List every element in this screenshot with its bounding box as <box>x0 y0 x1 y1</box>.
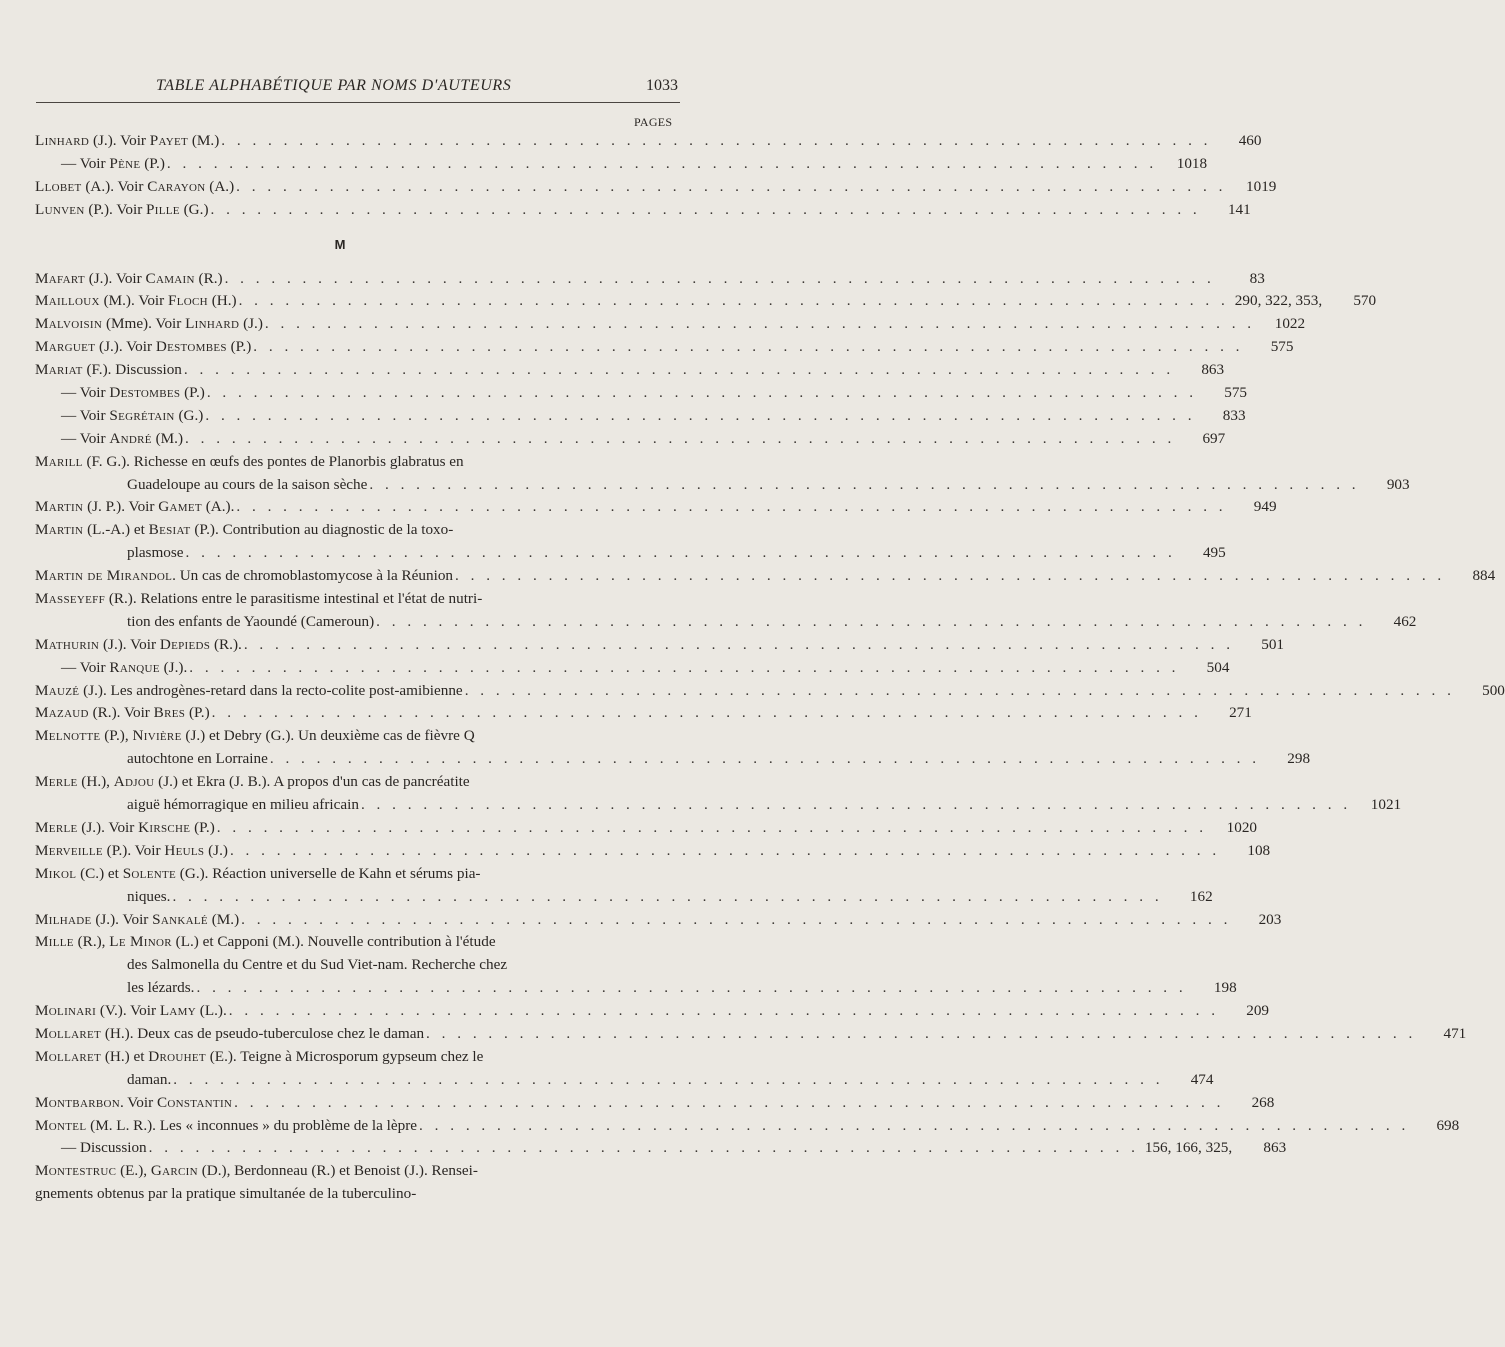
entry-description: (R.). Voir <box>88 704 154 722</box>
index-line <box>35 428 1226 451</box>
page-reference: 162 <box>1189 887 1213 905</box>
entry-text <box>35 313 263 336</box>
author-name: Merle <box>35 773 78 791</box>
cross-reference-name: Nivière <box>132 727 182 745</box>
cross-reference-name: Kirsche <box>138 818 191 836</box>
entry-description: (J.). Voir <box>89 132 150 149</box>
section-letter: M <box>334 236 346 252</box>
index-line <box>35 268 1265 291</box>
entry-description: plasmose <box>127 544 184 562</box>
cross-reference-name: Heuls <box>164 841 205 859</box>
entry-description: (P.), <box>100 727 133 745</box>
entry-text <box>35 909 239 932</box>
entry-description: (F.). Discussion <box>82 361 182 379</box>
entry-description: (J.). Voir <box>84 269 146 287</box>
entry-description: autochtone en Lorraine <box>127 750 268 768</box>
entry-text <box>127 474 367 497</box>
author-name: Linhard <box>35 132 90 149</box>
entry-description: (J.). Voir <box>91 910 153 928</box>
index-line <box>35 954 675 977</box>
index-line <box>35 1023 1467 1046</box>
cross-reference-name: Solente <box>122 864 176 882</box>
entry-description-tail: (A.) <box>205 177 235 195</box>
cross-reference-name: Camain <box>145 269 195 287</box>
entry-text <box>127 954 675 977</box>
author-name: Mathurin <box>35 635 100 653</box>
entry-text <box>127 611 374 634</box>
entry-text <box>61 153 165 176</box>
cross-reference-name: Depieds <box>159 635 211 653</box>
page-reference: 471 <box>1443 1024 1467 1042</box>
entry-text <box>35 840 228 863</box>
entry-description: (C.) et <box>76 864 123 882</box>
entry-description: des Salmonella du Centre et du Sud Viet-nam. Recherche chez <box>127 956 508 974</box>
entry-description: (H.), <box>77 773 114 791</box>
index-line <box>35 977 1237 1000</box>
entry-description-tail: (J.) <box>239 315 263 333</box>
author-name: Mollaret <box>35 1024 102 1042</box>
entry-text <box>35 290 237 313</box>
entry-description: — Voir <box>61 384 110 402</box>
dot-leader <box>361 794 1351 817</box>
entry-description: aiguë hémorragique en milieu africain <box>127 796 359 814</box>
entry-description: (V.). Voir <box>96 1002 160 1020</box>
entry-description: (J.). Les androgènes-retard dans la recto-colite post-amibienne <box>79 681 463 699</box>
author-name: Melnotte <box>35 727 101 745</box>
entry-description: (J.). Voir <box>99 635 160 653</box>
page-reference: 298 <box>1287 750 1311 768</box>
index-line <box>35 1000 1269 1023</box>
dot-leader <box>244 634 1234 657</box>
cross-reference-name: Floch <box>168 292 208 310</box>
entry-description-tail: (P.) <box>190 818 215 836</box>
cross-reference-name: Payet <box>149 132 189 149</box>
page-reference: 1018 <box>1176 154 1208 172</box>
author-name: Mariat <box>35 361 83 379</box>
entry-text <box>61 1137 147 1160</box>
dot-leader <box>212 702 1202 725</box>
page-reference: 697 <box>1202 429 1226 447</box>
index-line <box>35 748 1311 771</box>
page-reference: 495 <box>1202 544 1226 562</box>
entry-text <box>35 451 675 474</box>
page-reference: 698 <box>1436 1116 1460 1134</box>
author-name: Marguet <box>35 338 96 356</box>
entry-description: les lézards. <box>127 979 195 997</box>
entry-description: — Voir <box>61 658 110 676</box>
cross-reference-name: André <box>109 429 152 447</box>
cross-reference-name: Drouhet <box>148 1047 206 1065</box>
entry-text <box>35 1160 675 1183</box>
entry-text <box>61 405 203 428</box>
index-line <box>35 542 1226 565</box>
page-reference: 198 <box>1213 979 1237 997</box>
page-reference: 575 <box>1270 338 1294 356</box>
entry-text <box>127 977 194 1000</box>
entry-description: — Voir <box>61 429 110 447</box>
entry-description-tail: (D.), Berdonneau (R.) et Benoist (J.). Rensei- <box>197 1162 478 1180</box>
entry-description: (L.-A.) et <box>83 521 149 539</box>
entry-text <box>35 1023 424 1046</box>
index-line <box>35 405 1246 428</box>
cross-reference-name: Constantin <box>156 1093 233 1111</box>
entry-text <box>35 931 675 954</box>
page-reference: 863 <box>1201 361 1225 379</box>
page-reference: 209 <box>1246 1002 1269 1020</box>
dot-leader <box>419 1115 1409 1138</box>
dot-leader <box>172 886 1162 909</box>
index-line <box>35 1183 675 1206</box>
page-reference: 474 <box>1190 1070 1214 1088</box>
page-reference: 268 <box>1251 1093 1275 1111</box>
entry-description: (P.). Voir <box>102 841 165 859</box>
dot-leader <box>186 542 1176 565</box>
cross-reference-name: Lamy <box>159 1002 196 1020</box>
index-line <box>35 863 675 886</box>
entry-description-tail: (G.). Réaction universelle de Kahn et sérums pia- <box>176 864 481 882</box>
entry-text <box>35 1046 675 1069</box>
page-reference: 884 <box>1472 567 1496 585</box>
cross-reference-name: Pille <box>146 200 180 218</box>
dot-leader <box>185 428 1175 451</box>
entry-description: . Un cas de chromoblastomycose à la Réunion <box>172 567 454 585</box>
page-references: 156, 166, 325, <box>1144 1139 1233 1157</box>
entry-text <box>127 1069 171 1092</box>
dot-leader <box>167 153 1157 176</box>
cross-reference-name: Linhard <box>185 315 240 333</box>
dot-leader <box>211 199 1201 222</box>
index-line <box>35 725 675 748</box>
entry-description-tail: (P.) <box>180 384 205 402</box>
page-reference: 271 <box>1229 704 1252 722</box>
entry-description: (H.). Deux cas de pseudo-tuberculose chez le daman <box>101 1024 425 1042</box>
index-line <box>35 359 1225 382</box>
entry-description: (J.). Voir <box>77 818 139 836</box>
page-reference: 501 <box>1261 635 1285 653</box>
entry-description: (E.), <box>116 1162 151 1180</box>
dot-leader <box>207 382 1197 405</box>
cross-reference-name: Bres <box>153 704 186 722</box>
entry-description-tail: (J.). <box>159 658 188 676</box>
entry-description-tail: (J.) <box>204 841 228 859</box>
page-reference: 141 <box>1227 200 1251 218</box>
entry-text <box>127 794 359 817</box>
entry-description-tail: (P.) <box>226 338 252 356</box>
entry-description-tail: (G.) <box>174 406 204 424</box>
author-name: Martin de Mirandol <box>35 567 173 585</box>
entry-description: (R.), <box>73 933 110 951</box>
page-number: 1033 <box>646 77 678 94</box>
page-reference: 903 <box>1386 475 1410 493</box>
dot-leader <box>184 359 1174 382</box>
author-name: Lunven <box>35 200 85 218</box>
index-line <box>35 794 1402 817</box>
entry-text <box>61 428 183 451</box>
page-reference: 949 <box>1253 498 1277 516</box>
author-name: Montestruc <box>35 1162 117 1180</box>
entry-text <box>35 634 242 657</box>
author-name: Mollaret <box>35 1047 102 1065</box>
entry-description-tail: (P.) <box>140 154 165 172</box>
dot-leader <box>189 657 1179 680</box>
cross-reference-name: Adjou <box>113 773 155 791</box>
page-reference: 460 <box>1238 132 1262 149</box>
cross-reference-name: Le Minor <box>109 933 172 951</box>
page-reference: 575 <box>1224 384 1248 402</box>
entry-text <box>35 268 223 291</box>
entry-description: niques. <box>127 887 171 905</box>
entry-description-tail: (R.). <box>210 635 242 653</box>
entry-description-tail: (M.) <box>207 910 240 928</box>
author-name: Malvoisin <box>35 315 103 333</box>
entry-description-tail: (M.) <box>188 132 220 149</box>
index-line <box>35 680 1505 703</box>
entry-description-tail: (J.) et Debry (G.). Un deuxième cas de fièvre Q <box>181 727 475 745</box>
entry-description-tail: (P.) <box>185 704 210 722</box>
index-line <box>35 909 1282 932</box>
index-line <box>35 588 675 611</box>
dot-leader <box>217 817 1207 840</box>
entry-description-tail: (P.). Contribution au diagnostic de la toxo- <box>190 521 454 539</box>
dot-leader <box>149 1137 1139 1160</box>
author-name: Montel <box>35 1116 87 1134</box>
cross-reference-name: Destombes <box>155 338 227 356</box>
entry-text <box>35 1000 227 1023</box>
index-line <box>35 702 1252 725</box>
author-name: Mauzé <box>35 681 80 699</box>
page-reference: 203 <box>1258 910 1282 928</box>
dot-leader <box>426 1023 1416 1046</box>
author-name: Montbarbon <box>35 1093 120 1111</box>
cross-reference-name: Destombes <box>109 384 181 402</box>
author-name: Martin <box>35 498 84 516</box>
entry-text <box>35 359 182 382</box>
dot-leader <box>230 840 1220 863</box>
dot-leader <box>239 290 1229 313</box>
index-line <box>35 840 1271 863</box>
entry-description: gnements obtenus par la pratique simultanée de la tuberculino- <box>35 1185 417 1203</box>
author-index <box>35 130 1505 1206</box>
entry-description: . Voir <box>119 1093 157 1111</box>
entry-description: tion des enfants de Yaoundé (Cameroun) <box>127 612 375 630</box>
entry-description: (Mme). Voir <box>102 315 186 333</box>
dot-leader <box>234 1092 1224 1115</box>
index-line <box>35 474 1410 497</box>
author-name: Llobet <box>35 177 82 195</box>
author-name: Mazaud <box>35 704 89 722</box>
page-reference: 108 <box>1247 841 1271 859</box>
index-line <box>35 657 1230 680</box>
index-line <box>35 1092 1275 1115</box>
entry-text <box>35 336 251 359</box>
dot-leader <box>225 268 1215 291</box>
author-name: Mikol <box>35 864 77 882</box>
cross-reference-name: Segrétain <box>109 406 175 424</box>
index-line <box>35 1046 675 1069</box>
dot-leader <box>205 405 1195 428</box>
entry-description: (R.). Relations entre le parasitisme intestinal et l'état de nutri- <box>105 590 483 608</box>
entry-text <box>35 588 675 611</box>
entry-text <box>35 817 215 840</box>
dot-leader <box>369 474 1359 497</box>
entry-description: (H.) et <box>101 1047 149 1065</box>
entry-text <box>35 680 463 703</box>
page-reference: 1022 <box>1274 315 1306 333</box>
dot-leader <box>253 336 1243 359</box>
cross-reference-name: Sankalé <box>152 910 208 928</box>
entry-description: (A.). Voir <box>81 177 148 195</box>
author-name: Merle <box>35 818 78 836</box>
entry-description-tail: (G.) <box>179 200 209 218</box>
entry-description-tail: (E.). Teigne à Microsporum gypseum chez le <box>205 1047 484 1065</box>
entry-description: (M. L. R.). Les « inconnues » du problème de la lèpre <box>86 1116 418 1134</box>
author-name: Mailloux <box>35 292 100 310</box>
page-reference: 1021 <box>1370 796 1402 814</box>
entry-description: — Discussion <box>61 1139 147 1157</box>
entry-description-tail: (L.) et Capponi (M.). Nouvelle contribution à l'étude <box>171 933 496 951</box>
dot-leader <box>173 1069 1163 1092</box>
index-line <box>35 199 1251 222</box>
running-header <box>36 72 680 103</box>
entry-text <box>61 657 187 680</box>
dot-leader <box>236 496 1226 519</box>
cross-reference-name: Besiat <box>148 521 191 539</box>
index-line <box>35 496 1277 519</box>
index-line <box>35 931 675 954</box>
entry-description: (J.). Voir <box>95 338 156 356</box>
entry-description: (P.). Voir <box>84 200 147 218</box>
index-line <box>35 634 1285 657</box>
entry-description: Guadeloupe au cours de la saison sèche <box>127 475 368 493</box>
index-line <box>35 565 1496 588</box>
author-name: Milhade <box>35 910 92 928</box>
index-line <box>35 451 675 474</box>
entry-text <box>35 565 453 588</box>
page-reference: 570 <box>1353 292 1377 310</box>
dot-leader <box>221 130 1211 153</box>
dot-leader <box>229 1000 1219 1023</box>
page-reference: 462 <box>1393 612 1417 630</box>
entry-description-tail: (M.) <box>151 429 184 447</box>
index-line <box>35 886 1213 909</box>
index-line <box>35 336 1294 359</box>
page-reference: 500 <box>1482 681 1505 699</box>
entry-text <box>35 130 219 153</box>
entry-text <box>127 542 184 565</box>
dot-leader <box>465 680 1455 703</box>
dot-leader <box>196 977 1186 1000</box>
entry-text <box>35 176 234 199</box>
page-reference: 83 <box>1249 269 1265 287</box>
cross-reference-name: Pène <box>109 154 141 172</box>
author-name: Marill <box>35 452 83 470</box>
cross-reference-name: Carayon <box>147 177 206 195</box>
entry-text <box>127 748 268 771</box>
author-name: Mille <box>35 933 74 951</box>
entry-text <box>35 519 675 542</box>
entry-description: — Voir <box>61 154 110 172</box>
entry-description-tail: (L.). <box>196 1002 227 1020</box>
index-line <box>35 176 1277 199</box>
entry-text <box>35 199 209 222</box>
index-line <box>35 1115 1460 1138</box>
entry-description-tail: (A.). <box>201 498 235 516</box>
author-name: Mafart <box>35 269 85 287</box>
index-line <box>35 130 1262 153</box>
entry-description-tail: (R.) <box>194 269 223 287</box>
index-line <box>35 313 1306 336</box>
entry-text <box>35 1115 417 1138</box>
index-line <box>35 611 1417 634</box>
page-reference: 863 <box>1263 1139 1287 1157</box>
entry-text <box>35 771 675 794</box>
index-line <box>35 817 1257 840</box>
header-title: TABLE ALPHABÉTIQUE PAR NOMS D'AUTEURS <box>156 77 512 94</box>
entry-text <box>127 886 170 909</box>
entry-description: daman. <box>127 1070 172 1088</box>
index-line <box>35 290 1377 313</box>
entry-text <box>35 1092 232 1115</box>
entry-text <box>61 382 205 405</box>
index-line <box>35 519 675 542</box>
dot-leader <box>270 748 1260 771</box>
dot-leader <box>265 313 1255 336</box>
entry-text <box>35 725 675 748</box>
index-line <box>35 153 1208 176</box>
entry-text <box>35 863 675 886</box>
author-name: Merveille <box>35 841 103 859</box>
page-reference: 1019 <box>1246 177 1277 195</box>
author-name: Masseyeff <box>35 590 106 608</box>
index-line <box>35 382 1248 405</box>
index-line <box>35 771 675 794</box>
page-reference: 1020 <box>1226 818 1257 836</box>
page-reference: 504 <box>1206 658 1230 676</box>
pages-column-label: PAGES <box>634 115 673 129</box>
index-line <box>35 1160 675 1183</box>
dot-leader <box>376 611 1366 634</box>
page-reference: 833 <box>1222 406 1246 424</box>
author-name: Martin <box>35 521 84 539</box>
dot-leader <box>241 909 1231 932</box>
index-line <box>35 1137 1287 1160</box>
page-references: 290, 322, 353, <box>1234 292 1323 310</box>
dot-leader <box>236 176 1226 199</box>
entry-description-tail: (J.) et Ekra (J. B.). A propos d'un cas de pancréatite <box>154 773 470 791</box>
entry-text <box>35 1183 675 1206</box>
entry-description: (F. G.). Richesse en œufs des pontes de Planorbis glabratus en <box>82 452 464 470</box>
entry-text <box>35 702 210 725</box>
index-line <box>35 1069 1214 1092</box>
entry-description: (M.). Voir <box>99 292 168 310</box>
entry-description: — Voir <box>61 406 110 424</box>
entry-description: (J. P.). Voir <box>83 498 159 516</box>
cross-reference-name: Gamet <box>158 498 202 516</box>
entry-description-tail: (H.) <box>207 292 237 310</box>
entry-text <box>35 496 234 519</box>
author-name: Molinari <box>35 1002 97 1020</box>
cross-reference-name: Ranque <box>109 658 160 676</box>
cross-reference-name: Garcin <box>150 1162 198 1180</box>
dot-leader <box>455 565 1445 588</box>
